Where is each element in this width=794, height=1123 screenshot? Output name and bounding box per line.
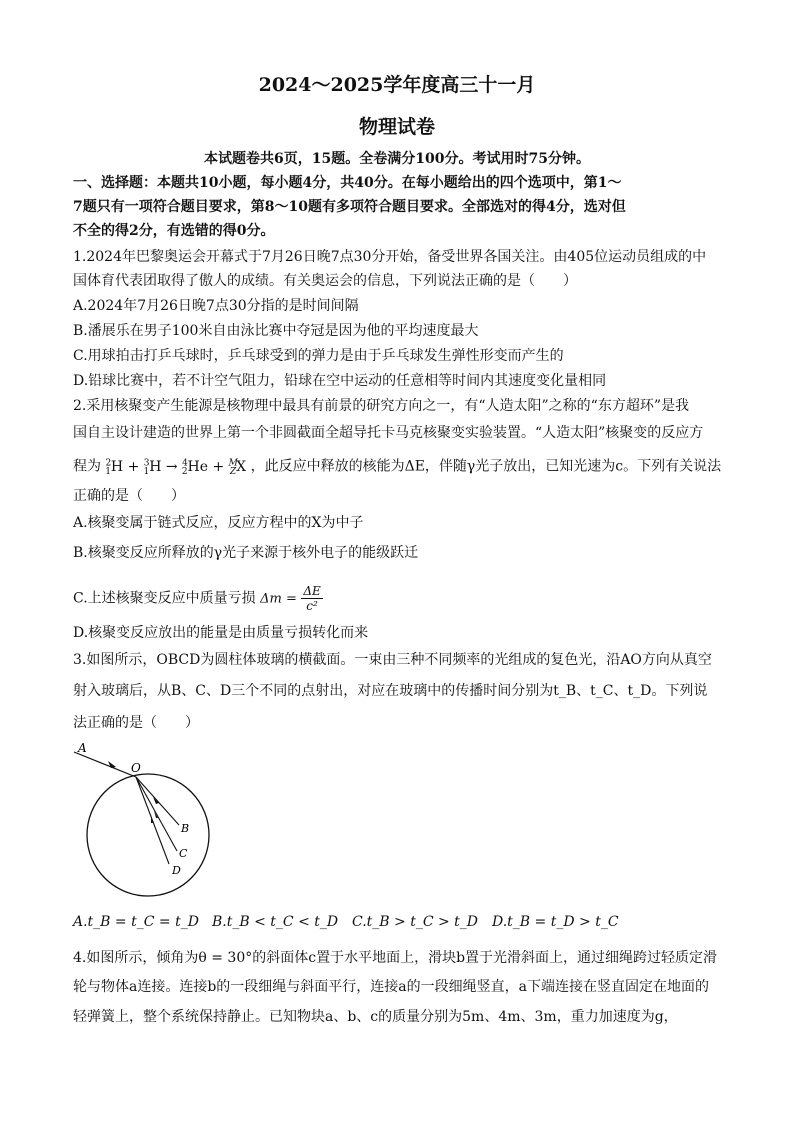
- fusion-equation: $^2_1$H + $^3_1$H → $^4_2$He + $^M_Z$X: [105, 458, 251, 478]
- glass-cylinder-diagram: [68, 740, 218, 900]
- q1-option-d: D.铅球比赛中，若不计空气阻力，铅球在空中运动的任意相等时间内其速度变化量相同: [73, 373, 607, 389]
- ray-od: [136, 777, 169, 864]
- q3-stem-line3: 法正确的是（ ）: [73, 715, 199, 731]
- q3-option-c: C.t_B > t_C > t_D: [352, 914, 479, 930]
- q3-stem-line2: 射入玻璃后，从B、C、D三个不同的点射出，对应在玻璃中的传播时间分别为t_B、t_C、t_D。下列说: [73, 683, 708, 699]
- label-b: B: [181, 822, 190, 835]
- label-a: A: [78, 741, 87, 755]
- q2-option-d: D.核聚变反应放出的能量是由质量亏损转化而来: [73, 625, 369, 641]
- q4-stem-line3: 轻弹簧上，整个系统保持静止。已知物块a、b、c的质量分别为5m、4m、3m，重力加速度为g，: [73, 1009, 678, 1025]
- exam-subject: 物理试卷: [358, 116, 435, 138]
- section1-line3: 不全的得2分，有选错的得0分。: [73, 223, 275, 239]
- q2-option-a: A.核聚变属于链式反应，反应方程中的X为中子: [73, 515, 364, 531]
- label-d: D: [172, 864, 181, 877]
- ray-arrow-b: [153, 797, 159, 804]
- q1-option-b: B.潘展乐在男子100米自由泳比赛中夺冠是因为他的平均速度最大: [73, 323, 479, 339]
- q1-option-a: A.2024年7月26日晚7点30分指的是时间间隔: [73, 298, 359, 314]
- q2-stem-line3: 程为 $^2_1$H + $^3_1$H → $^4_2$He + $^M_Z$X ，此反应中释放的核能为ΔE，伴随γ光子放出，已知光速为c。下列有关说法: [73, 458, 722, 478]
- q3-option-d: D.t_B = t_D > t_C: [492, 914, 619, 930]
- incident-arrow: [108, 761, 116, 768]
- q2-stem-line4: 正确的是（ ）: [73, 488, 185, 504]
- q2-stem-line2: 国自主设计建造的世界上第一个非圆截面全超导托卡马克核聚变实验装置。“人造太阳”核聚变的反应方: [73, 425, 704, 441]
- q2-option-c: C.上述核聚变反应中质量亏损 Δm = $\frac{\Delta E}{\text{c²}}$: [73, 584, 321, 613]
- q3-option-a: A.t_B = t_C = t_D: [73, 914, 199, 930]
- section1-line1: 一、选择题：本题共10小题，每小题4分，共40分。在每小题给出的四个选项中，第1～: [73, 175, 622, 191]
- q1-stem-line2: 国体育代表团取得了傲人的成绩。有关奥运会的信息，下列说法正确的是（ ）: [73, 273, 577, 289]
- q2-option-b: B.核聚变反应所释放的γ光子来源于核外电子的能级跃迁: [73, 545, 419, 561]
- exam-info: 本试题卷共6页，15题。全卷满分100分。考试用时75分钟。: [204, 151, 590, 167]
- q1-option-c: C.用球拍击打乒乓球时，乒乓球受到的弹力是由于乒乓球发生弹性形变而产生的: [73, 348, 564, 364]
- q3-option-b: B.t_B < t_C < t_D: [212, 914, 339, 930]
- q2-stem-line1: 2.采用核聚变产生能源是核物理中最具有前景的研究方向之一，有“人造太阳”之称的“东方超环”是我: [73, 398, 689, 414]
- mass-defect-fraction: $\frac{\Delta E}{\text{c²}}$: [303, 584, 321, 613]
- incident-ray: [74, 752, 136, 777]
- label-c: C: [179, 847, 188, 860]
- section1-line2: 7题只有一项符合题目要求，第8～10题有多项符合题目要求。全部选对的得4分，选对但: [73, 199, 626, 215]
- q1-stem-line1: 1.2024年巴黎奥运会开幕式于7月26日晚7点30分开始，备受世界各国关注。由405位运动员组成的中: [73, 249, 707, 265]
- glass-circle: [87, 774, 209, 896]
- ray-oc: [136, 777, 177, 851]
- exam-title: 2024～2025学年度高三十一月: [258, 74, 536, 96]
- label-o: O: [131, 761, 141, 775]
- q4-stem-line1: 4.如图所示，倾角为θ = 30°的斜面体c置于水平地面上，滑块b置于光滑斜面上，通过细绳跨过轻质定滑: [73, 950, 718, 966]
- ray-arrow-d: [151, 815, 153, 823]
- q3-stem-line1: 3.如图所示，OBCD为圆柱体玻璃的横截面。一束由三种不同频率的光组成的复色光，沿AO方向从真空: [73, 652, 712, 668]
- q4-stem-line2: 轮与物体a连接。连接b的一段细绳与斜面平行，连接a的一段细绳竖直，a下端连接在竖直固定在地面的: [73, 979, 709, 995]
